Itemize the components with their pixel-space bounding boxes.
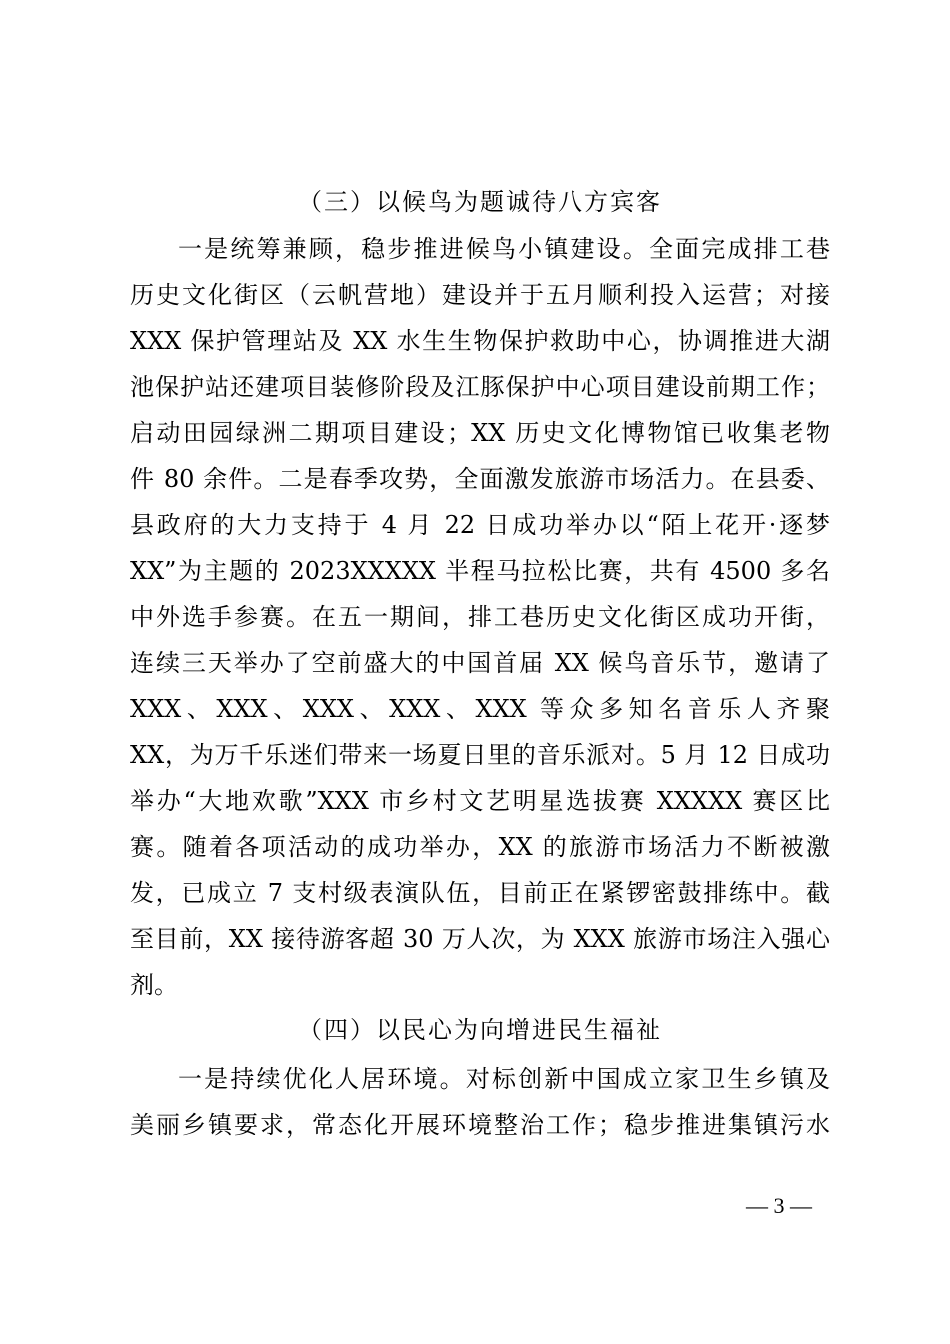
paragraph-line: 历史文化街区（云帆营地）建设并于五月顺利投入运营；对接 <box>130 281 830 309</box>
paragraph-line: 连续三天举办了空前盛大的中国首届 XX 候鸟音乐节，邀请了 <box>130 649 830 677</box>
paragraph-line: 发，已成立 7 支村级表演队伍，目前正在紧锣密鼓排练中。截 <box>130 879 830 907</box>
paragraph-line: 件 80 余件。二是春季攻势，全面激发旅游市场活力。在县委、 <box>130 465 830 493</box>
section-3-heading: （三）以候鸟为题诚待八方宾客 <box>298 188 662 216</box>
paragraph-line: 至目前，XX 接待游客超 30 万人次，为 XXX 旅游市场注入强心 <box>130 925 830 953</box>
paragraph-line: 启动田园绿洲二期项目建设；XX 历史文化博物馆已收集老物 <box>130 419 830 447</box>
paragraph-line: 美丽乡镇要求，常态化开展环境整治工作；稳步推进集镇污水 <box>130 1111 830 1139</box>
paragraph-line: 赛。随着各项活动的成功举办，XX 的旅游市场活力不断被激 <box>130 833 830 861</box>
section-4-heading: （四）以民心为向增进民生福祉 <box>298 1016 662 1044</box>
paragraph-line: 中外选手参赛。在五一期间，排工巷历史文化街区成功开街， <box>130 603 830 631</box>
paragraph-line: XX，为万千乐迷们带来一场夏日里的音乐派对。5 月 12 日成功 <box>130 741 830 769</box>
paragraph-line: 一是统筹兼顾，稳步推进候鸟小镇建设。全面完成排工巷 <box>178 235 830 263</box>
section-4-body <box>130 1056 830 1148</box>
paragraph-line: XX”为主题的 2023XXXXX 半程马拉松比赛，共有 4500 多名 <box>130 557 830 585</box>
paragraph-line: 一是持续优化人居环境。对标创新中国成立家卫生乡镇及 <box>178 1065 830 1093</box>
page-number: — 3 — <box>746 1193 812 1218</box>
paragraph-line: 举办“大地欢歌”XXX 市乡村文艺明星选拔赛 XXXXX 赛区比 <box>130 787 830 815</box>
paragraph-line: 池保护站还建项目装修阶段及江豚保护中心项目建设前期工作； <box>130 373 830 401</box>
paragraph-line: XXX 保护管理站及 XX 水生生物保护救助中心，协调推进大湖 <box>130 327 830 355</box>
paragraph-line: 剂。 <box>130 971 178 999</box>
section-3-body <box>130 226 830 1008</box>
paragraph-line: 县政府的大力支持于 4 月 22 日成功举办以“陌上花开·逐梦 <box>130 511 830 539</box>
paragraph-line: XXX、XXX、XXX、XXX、XXX 等众多知名音乐人齐聚 <box>130 695 830 723</box>
